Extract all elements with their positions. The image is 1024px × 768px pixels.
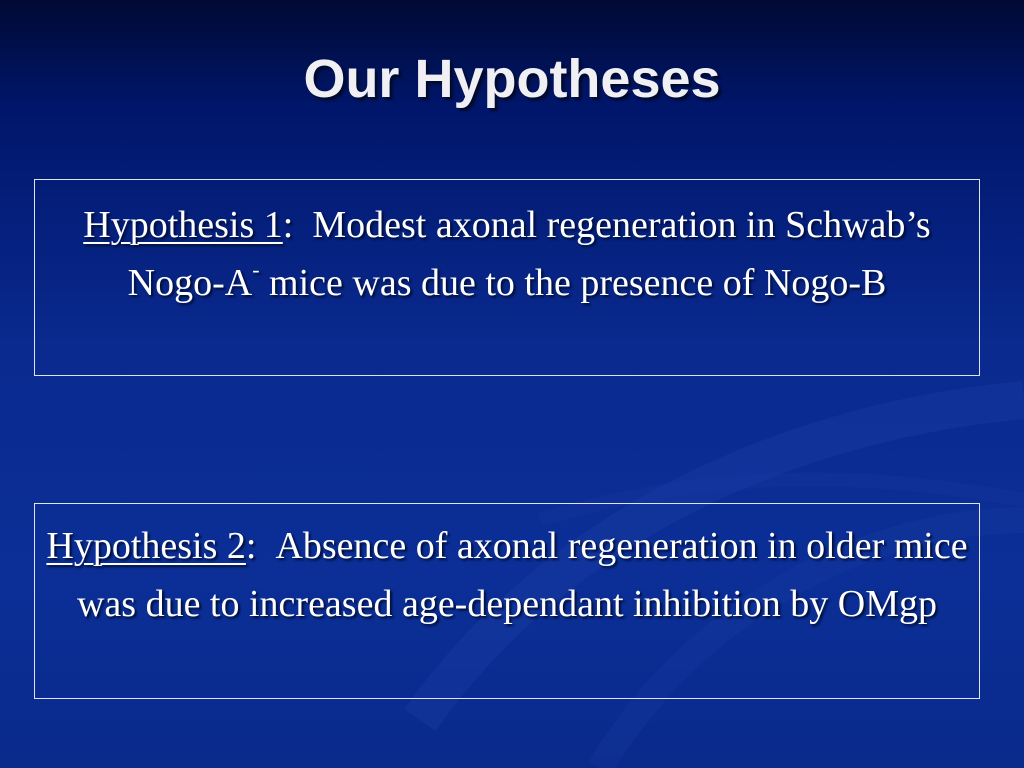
hypothesis-1-text-continued: mice was due to the presence of Nogo-B — [259, 262, 887, 304]
hypothesis-2-text: Absence of axonal regeneration in older mice was due to increased age-dependant inhibition by OMgp — [76, 525, 968, 625]
slide-title: Our Hypotheses — [303, 49, 721, 109]
hypothesis-1-box — [34, 179, 980, 376]
hypothesis-1-superscript: - — [252, 257, 260, 283]
hypothesis-2-separator: : — [245, 525, 257, 567]
hypothesis-2-box — [34, 503, 980, 699]
hypothesis-2-label: Hypothesis 2 — [46, 525, 246, 567]
hypothesis-1-label: Hypothesis 1 — [83, 204, 283, 246]
hypothesis-1-text: Modest axonal regeneration in Schwab’s Nogo-A — [127, 204, 931, 304]
hypothesis-1-separator: : — [282, 204, 294, 246]
